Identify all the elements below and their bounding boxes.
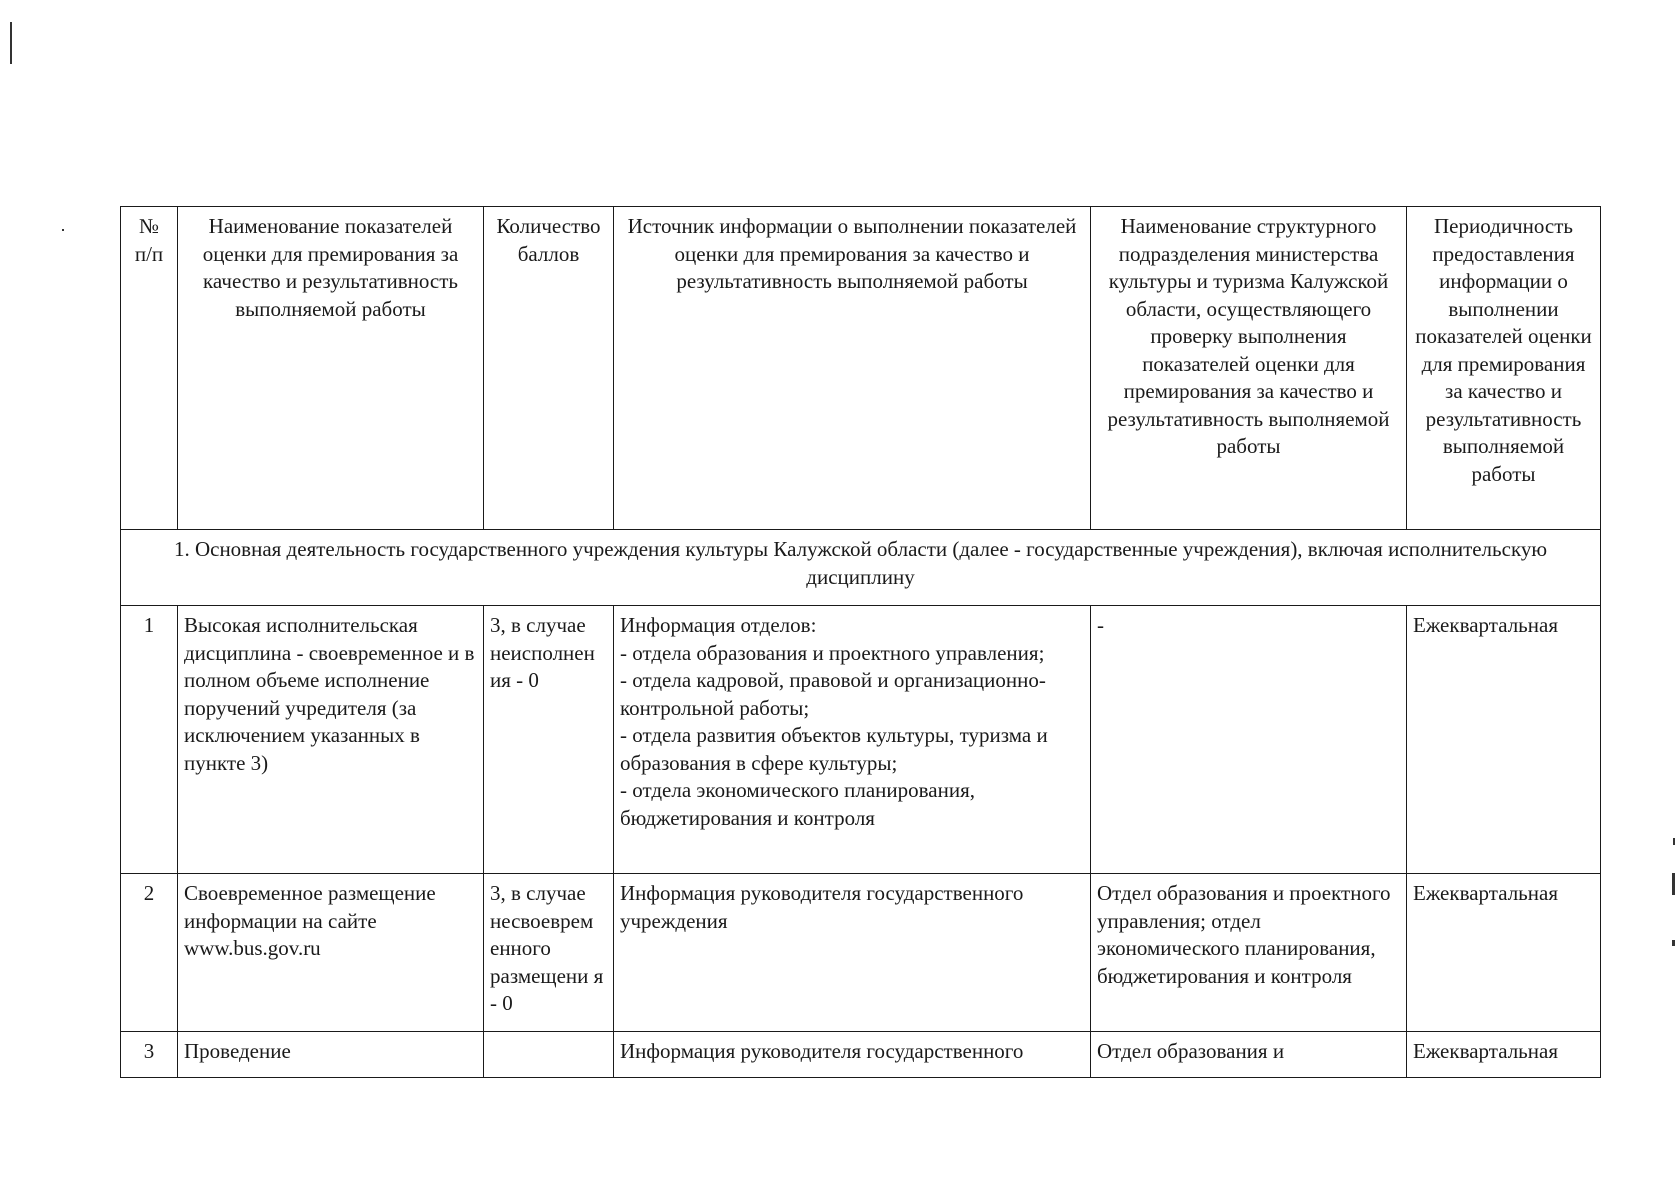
row-number: 3: [121, 1032, 178, 1078]
indicators-table: [120, 206, 1601, 1078]
row-indicator-name: Проведение: [178, 1032, 484, 1078]
scan-artifact-dot: [62, 229, 64, 231]
row-indicator-name: Своевременное размещение информации на сайте www.bus.gov.ru: [178, 874, 484, 1032]
row-period: Ежеквартальная: [1407, 1032, 1601, 1078]
row-source: Информация отделов: - отдела образования и проектного управления; - отдела кадровой, правовой и организационно-контрольной работы; - отдела развития объектов культуры, туризма и образования в сфере культуры; - отдела экономического планирования, бюджетирования и контроля: [614, 606, 1091, 874]
row-department: Отдел образования и: [1091, 1032, 1407, 1078]
table-row: [121, 874, 1601, 1032]
section-heading: 1. Основная деятельность государственного учреждения культуры Калужской области (далее - государственные учреждения), включая исполнительскую дисциплину: [121, 530, 1601, 606]
section-heading-row: [121, 530, 1601, 606]
header-number: № п/п: [121, 207, 178, 530]
row-period: Ежеквартальная: [1407, 874, 1601, 1032]
row-points: 3, в случае неисполнен ия - 0: [484, 606, 614, 874]
table-row: [121, 1032, 1601, 1078]
row-department: -: [1091, 606, 1407, 874]
table-header-row: [121, 207, 1601, 530]
row-department: Отдел образования и проектного управления; отдел экономического планирования, бюджетирования и контроля: [1091, 874, 1407, 1032]
row-points: [484, 1032, 614, 1078]
table-row: [121, 606, 1601, 874]
row-indicator-name: Высокая исполнительская дисциплина - своевременное и в полном объеме исполнение поручений учредителя (за исключением указанных в пункте 3): [178, 606, 484, 874]
header-source: Источник информации о выполнении показателей оценки для премирования за качество и результативность выполняемой работы: [614, 207, 1091, 530]
header-indicator-name: Наименование показателей оценки для премирования за качество и результативность выполняемой работы: [178, 207, 484, 530]
row-number: 2: [121, 874, 178, 1032]
header-department: Наименование структурного подразделения министерства культуры и туризма Калужской области, осуществляющего проверку выполнения показателей оценки для премирования за качество и результативность выполняемой работы: [1091, 207, 1407, 530]
scan-artifact-right: [1672, 940, 1675, 946]
row-source: Информация руководителя государственного: [614, 1032, 1091, 1078]
row-period: Ежеквартальная: [1407, 606, 1601, 874]
header-period: Периодичность предоставления информации о выполнении показателей оценки для премирования за качество и результативность выполняемой работы: [1407, 207, 1601, 530]
row-source: Информация руководителя государственного учреждения: [614, 874, 1091, 1032]
scan-artifact-right: [1672, 873, 1675, 895]
scan-artifact-left: [10, 22, 12, 64]
row-number: 1: [121, 606, 178, 874]
scan-artifact-right: [1673, 838, 1675, 845]
row-points: 3, в случае несвоеврем енного размещени я - 0: [484, 874, 614, 1032]
header-points: Количество баллов: [484, 207, 614, 530]
